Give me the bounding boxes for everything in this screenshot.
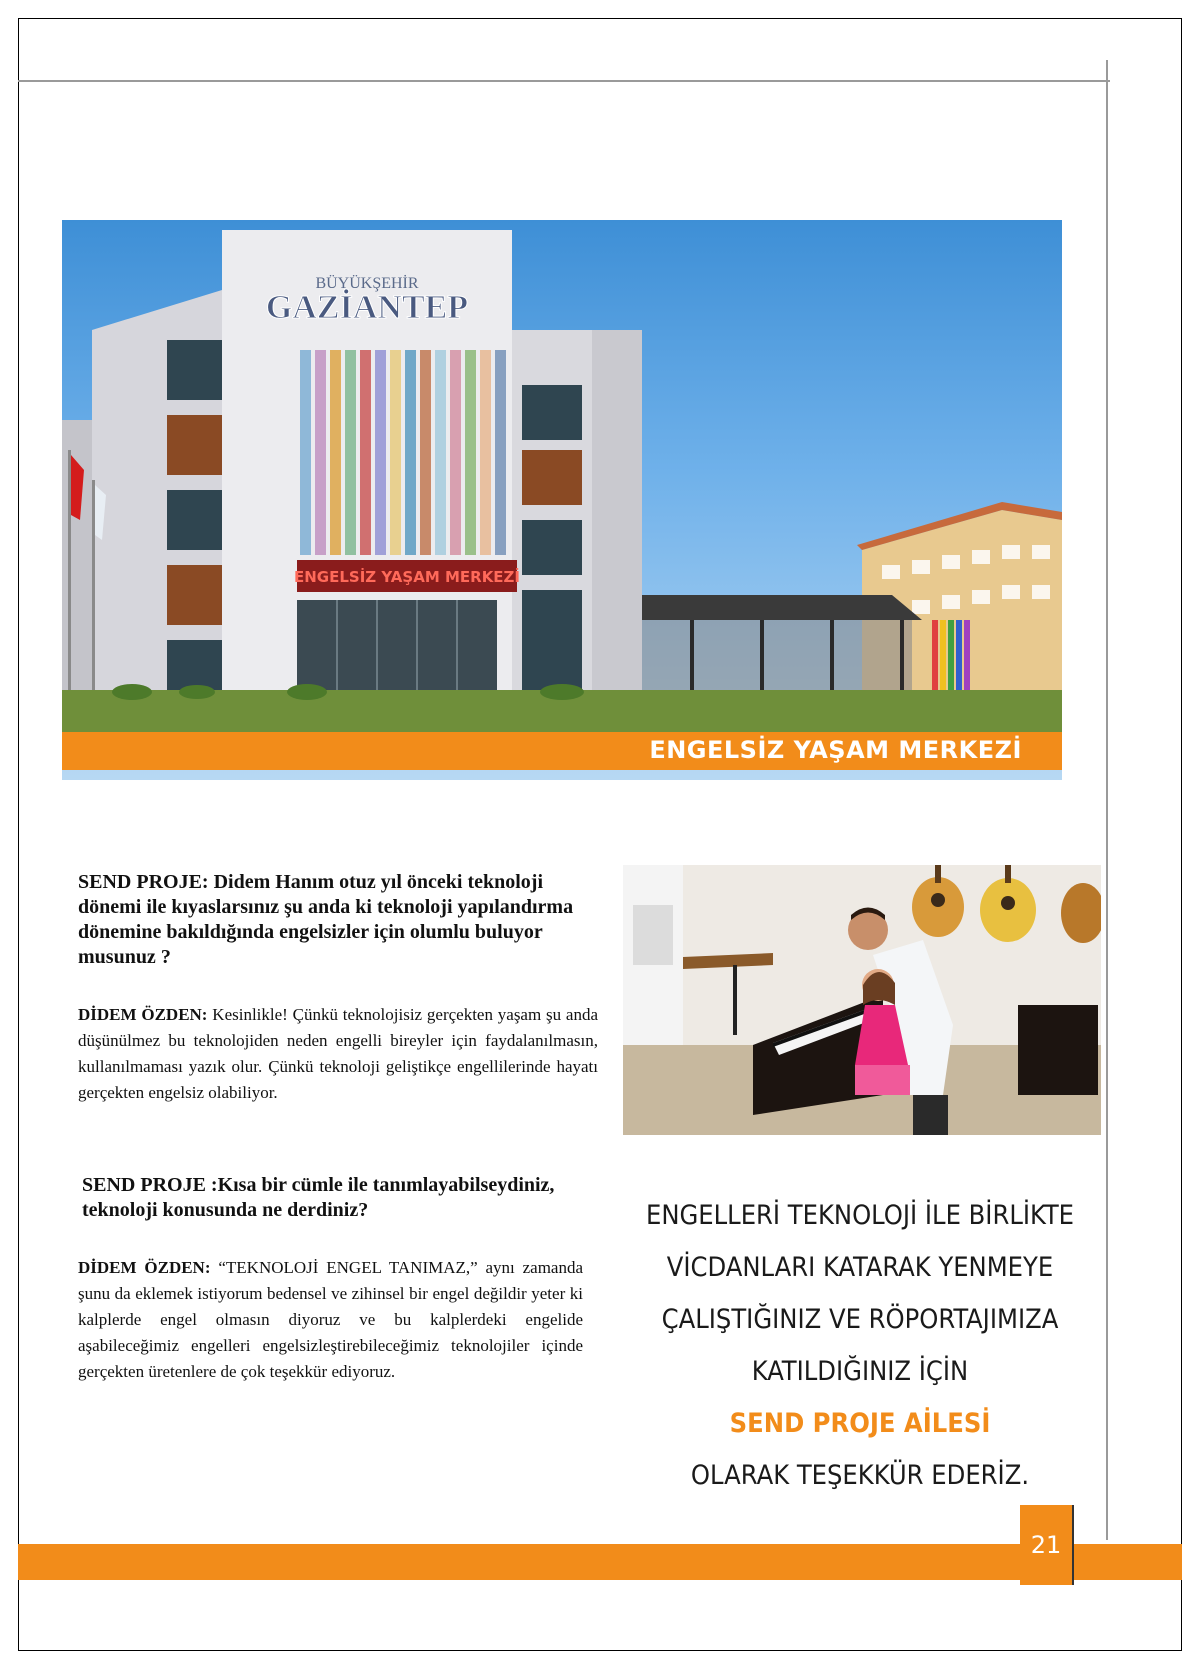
- logo-line1: BÜYÜKŞEHİR: [315, 275, 419, 292]
- facade-stripe: [420, 350, 431, 555]
- answer-2: [78, 1255, 583, 1385]
- page-number: 21: [1020, 1505, 1074, 1585]
- building-illustration: [62, 220, 1062, 780]
- hero-photo: [62, 220, 1062, 780]
- facade-stripe: [360, 350, 371, 555]
- facade-stripe: [450, 350, 461, 555]
- question-1: SEND PROJE: Didem Hanım otuz yıl önceki teknoloji dönemi ile kıyaslarsınız şu anda ki teknoloji yapılandırma dönemine bakıldığında engelsizler için olumlu buluyor musunuz ?: [78, 871, 574, 968]
- facade-stripe: [315, 350, 326, 555]
- facade-stripe: [465, 350, 476, 555]
- answer-1-text: Kesinlikle! Çünkü teknolojisiz gerçekten yaşam şu anda düşünülmez bu teknolojiden neden engelli bireyler için faydalanılmasın, kullanılmaması yazık olur. Çünkü teknoloji geliştikçe engellilerinde hayatı gerçekten engelsiz olabiliyor.: [78, 1005, 599, 1102]
- answer-1-speaker: DİDEM ÖZDEN:: [78, 1005, 208, 1024]
- facade-stripe: [375, 350, 386, 555]
- logo-line2: GAZİANTEP: [265, 289, 469, 326]
- facade-stripe: [330, 350, 341, 555]
- piano-illustration: [623, 865, 1101, 1135]
- piano-photo: [623, 865, 1101, 1135]
- answer-2-text: “TEKNOLOJİ ENGEL TANIMAZ,” aynı zamanda şunu da eklemek istiyorum bedensel ve zihinsel bir engel değildir yeter ki kalplerde engel olmasın diyoruz ve bu kalplerdeki engelide aşabileceğimiz engelleri engelsizleştirebileceğimiz teknolojiler içinde gerçekten üretenlere de çok teşekkür ediyoruz.: [78, 1258, 584, 1381]
- answer-1: [78, 1002, 598, 1106]
- facade-stripe: [480, 350, 491, 555]
- thanks-line-4: KATILDIĞINIZ İÇİN: [751, 1356, 969, 1387]
- thanks-line-3: ÇALIŞTIĞINIZ VE RÖPORTAJIMIZA: [661, 1304, 1059, 1335]
- right-rule: [1106, 60, 1108, 1540]
- answer-2-speaker: DİDEM ÖZDEN:: [78, 1258, 211, 1277]
- question-2: SEND PROJE :Kısa bir cümle ile tanımlayabilseydiniz, teknoloji konusunda ne derdiniz?: [82, 1174, 555, 1221]
- hero-caption: ENGELSİZ YAŞAM MERKEZİ: [649, 736, 1022, 764]
- building-sign: ENGELSİZ YAŞAM MERKEZİ: [293, 568, 521, 586]
- top-rule: [18, 80, 1110, 82]
- facade-stripe: [390, 350, 401, 555]
- thanks-highlight: SEND PROJE AİLESİ: [729, 1408, 991, 1439]
- thanks-block: [620, 1190, 1100, 1502]
- facade-stripe: [405, 350, 416, 555]
- facade-stripe: [345, 350, 356, 555]
- facade-stripe: [300, 350, 311, 555]
- facade-stripe: [495, 350, 506, 555]
- facade-stripe: [435, 350, 446, 555]
- thanks-line-5: OLARAK TEŞEKKÜR EDERİZ.: [690, 1460, 1030, 1491]
- thanks-line-2: VİCDANLARI KATARAK YENMEYE: [666, 1252, 1054, 1283]
- footer-bar: [18, 1544, 1182, 1580]
- thanks-line-1: ENGELLERİ TEKNOLOJİ İLE BİRLİKTE: [645, 1200, 1075, 1231]
